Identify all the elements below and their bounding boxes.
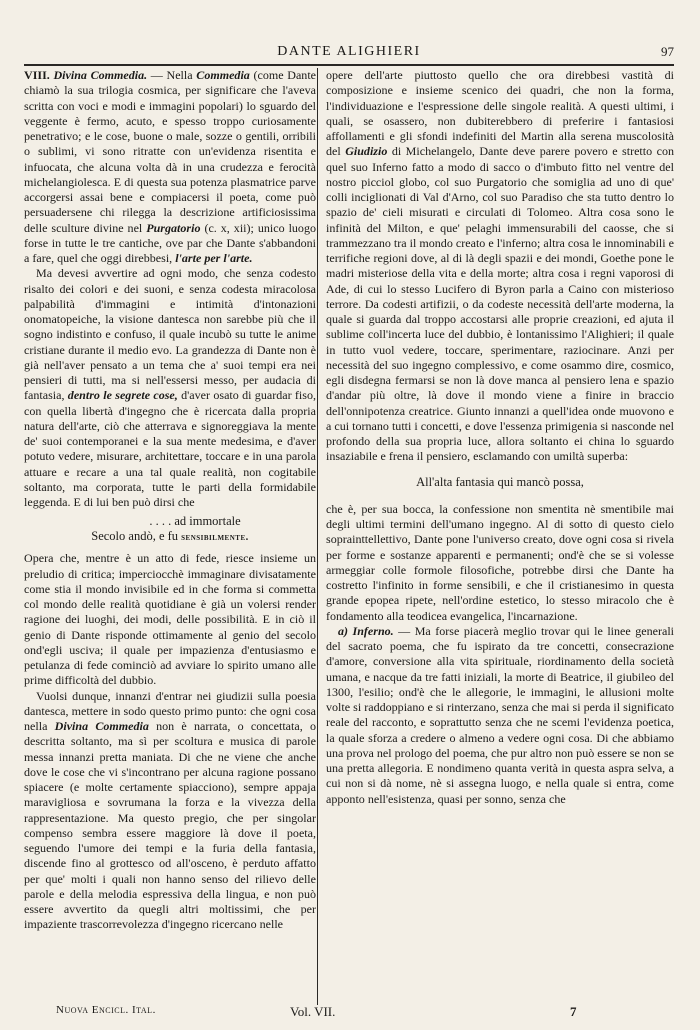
section-number: VIII. — [24, 68, 54, 82]
page-number: 97 — [661, 44, 674, 59]
footer — [24, 1004, 674, 1022]
paragraph-divina-commedia: VIII. Divina Commedia. — Nella Commedia (come Dante chiamò la sua trilogia cosmica, per significare che l'aveva scritta con voci e modi e immagini popolari) lo sguardo del veggente è fermo, acuto, e spesso troppo curiosamente penetrativo; e le cose, buone o male, sozze o gentili, orribili o sublimi, vi sono ritratte con un'evidenza risentita e infuocata, che alcuna volta dà in una crudezza e ferocità michelangiolesca. E di questa sua potenza plasmatrice parve accorgersi assai bene e compiacersi il poeta, come può persuadersene chi rilegga la descrizione artificiosissima delle sculture divine nel Purgatorio (c. x, xii); unico luogo forse in tutte le tre cantiche, ove par che Dante s'abbandoni a fare, quel che oggi direbbesi, l'arte per l'arte. — [24, 68, 317, 265]
paragraph-opere: opere dell'arte piuttosto quello che ora direbbesi vastità di composizione e insieme scenico dei quadri, che non la forma, l'individuazione e l'espressione delle singole realità. A questi ultimi, i quali, se osassero, non dubiterebbero di preferire i fantasiosi affollamenti e gli sfondi indefiniti del Martin alla serena muscolosità del Giudizio di Michelangelo, Dante deve parere povero e stretto con quel suo Inferno fatto a modo di sacco o d'imbuto fitto nel ventre del nostro picciol globo, col suo Purgatorio che somiglia ad uno di que' colli inciglionati di Val d'Arno, col suo Paradiso che sta tutto dentro lo spazio de' cieli misurati e circulati di Tolomeo. Altra cosa sono le infinità del Milton, e que' pelaghi immensurabili del caosse, che si trammezzano tra il mondo creato e l'inferno; altra cosa le innominabili e terrifiche regioni dove, al di là degli spazii e dei mondi, Goethe pone le madri misteriose della vita e della morte; altra cosa i regni vaporosi di Ade, di cui lo stesso Lucifero di Byron parla a Caino con misterioso terrore. Da codesti artifizii, o da codeste necessità dell'arte moderna, la quale si guarda dal troppo accostarsi alle proprie creazioni, ed ajuta il sublime coll'incerta luce del dubbio, è lontanissimo l'Alighieri; il quale in tutto vuol vedere, toccare, sperimentare, raziocinare. Anzi per necessità del suo ingegno complessivo, e come osammo dire, cosmico, egli disdegna fermarsi se non là dove manca al pensiero lena e spazio d'andar più oltre, là dove il mondo viene a finire in braccio dell'onnipotenza creatrice. Giunto innanzi a quell'idea onde muovono e a cui tornano tutti i concetti, e dove l'essenza primigenia si nasconde nel profondo della sua propria luce, allora soltanto ei china lo sguardo insaziabile e frena il pensiero, esclamando con umiltà superba: — [326, 68, 675, 464]
footer-signature: 7 — [570, 1004, 577, 1019]
right-column — [326, 68, 674, 807]
verse-quote-paradiso: All'alta fantasia qui mancò possa, — [416, 474, 584, 489]
section-title: Divina Commedia. — [53, 68, 148, 82]
inferno-label: a) Inferno. — [338, 623, 394, 638]
paragraph-vuolsi: Vuolsi dunque, innanzi d'entrar nei giudizii sulla poesia dantesca, mettere in sodo questo primo punto: che ogni cosa nella Divina Commedia non è narrata, o concettata, o descritta soltanto, ma sì per scoltura e musica di parole messa innanzi pretta maniata. Di che ne viene che anche dove le cose che vi s'incontrano per alcuna ragione possano spiacere (e molte certamente spiacciono), sempre appaja maravigliosa e sovrumana la forza e la vivezza della rappresentazione. Ma questo pregio, che per singolar compenso sembra essere maggiore là dove il poeta, seguendo l'umore dei tempi e la furia della fantasia, discende fino al grottesco od all'osceno, è perduto affatto per que' molti i quali non hanno senso del rilievo delle parole e della melodia espressiva della lingua, e non può essere avvertito da quegli altri moltissimi, che per impaziente trascorrevolezza d'ingegno ricercano nelle — [24, 688, 316, 932]
paragraph-opera: Opera che, mentre è un atto di fede, riesce insieme un preludio di critica; imperciocchè immaginare divisatamente come stia il mondo invisibile ed in che forma si commetta col mondo delle realità quotidiane è già un volersi render ragione dei luoghi, dei modi, delle possibilità. E in ciò il genio di Dante risponde ottimamente al genio del secolo ond'egli usciva; il quale per impazienza d'entusiasmo e petulanza di fede cominciò ad avviare lo spirito umano alle prime difficoltà del dubbio. — [24, 551, 316, 688]
left-column — [24, 68, 316, 933]
footer-encyclopedia: Nuova Encicl. Ital. — [56, 1004, 156, 1016]
paragraph-confessione: che è, per sua bocca, la confessione non smentita nè smentibile mai degli ultimi termini dell'umano ingegno. Al di sotto di questo cielo soprainttellettivo, Dante pone l'universo creato, dove ogni cosa si rivela per forme e sostanze apparenti e permanenti; ond'è che se si volesse armeggiar colle formole filosofiche, potrebbe dirsi che Dante ha costretto l'infinito in forme sensibili, e che il cristianesimo in questa grande epopea ripete, nell'ordine estetico, lo stesso miracolo che è fondamento alla teodicea evangelica, l'incarnazione. — [326, 501, 674, 623]
verse-line-1: . . . . ad immortale — [149, 514, 241, 529]
paragraph-inferno: a) Inferno. — Ma forse piacerà meglio trovar qui le linee generali del sacrato poema, che fu ispirato da tre concetti, consecrazione d'amore, conversione alla vita spirituale, riordinamento della società umana, e nacque da tre fatti iniziali, la morte di Beatrice, il giubileo del 1300, l'esilio; ond'è che le allegorie, le immagini, le allusioni molte volte si raddoppiano e si rinterzano, senza che mai si perda il significato reale del racconto, e soprattutto senza che ne scemi l'evidenza poetica, la quale sforza a credere o almeno a vedere ogni cosa. Di che abbiamo una prova nel prologo del poema, che pur altro non può essere se non se una pretta allegoria. E nondimeno quanta verità in questa aspra selva, a cui non si dà nome, nè si assegna luogo, e nella quale si entra, come apponto nell'esistenza, quasi per sonno, senza che — [326, 623, 675, 806]
running-head — [24, 44, 674, 62]
paragraph-grandezza: Ma devesi avvertire ad ogni modo, che senza codesto risalto dei colori e dei suoni, e senza codesta miracolosa palpabilità d'immagini e intimità d'intonazioni onomatopeiche, la visione dantesca non sarebbe più che il sogno indistinto e confuso, il quale incubò su tutte le anime cristiane durante il medio evo. La grandezza di Dante non è già nell'aver pensato a un tema che a' suoi tempi era nei pensieri di tutti, ma si nell'essersi messo, per audacia di fantasia, dentro le segrete cose, d'aver osato di guardar fiso, con quella libertà d'ingegno che è ricercata dalla propria natura dell'arte, ciò che atterrava e signoreggiava la mente de' suoi contemporanei e la sua mente medesima, e d'aver potuto vedere, misurare, architettare, toccare e in una parola attuare e recare a una tal quale realità, non cogitabile soltanto, ma corporata, tutte le parti della formidabile leggenda. E di lui ben può dirsi che — [24, 266, 316, 509]
verse-quote: . . . . ad immortale Secolo andò, e fu sensibilmente. — [24, 514, 316, 545]
header-rule — [24, 64, 674, 66]
footer-volume: Vol. VII. — [290, 1004, 336, 1019]
running-title: DANTE ALIGHIERI — [277, 44, 421, 59]
verse-line-2: Secolo andò, e fu — [91, 529, 182, 544]
column-rule — [317, 68, 318, 1005]
